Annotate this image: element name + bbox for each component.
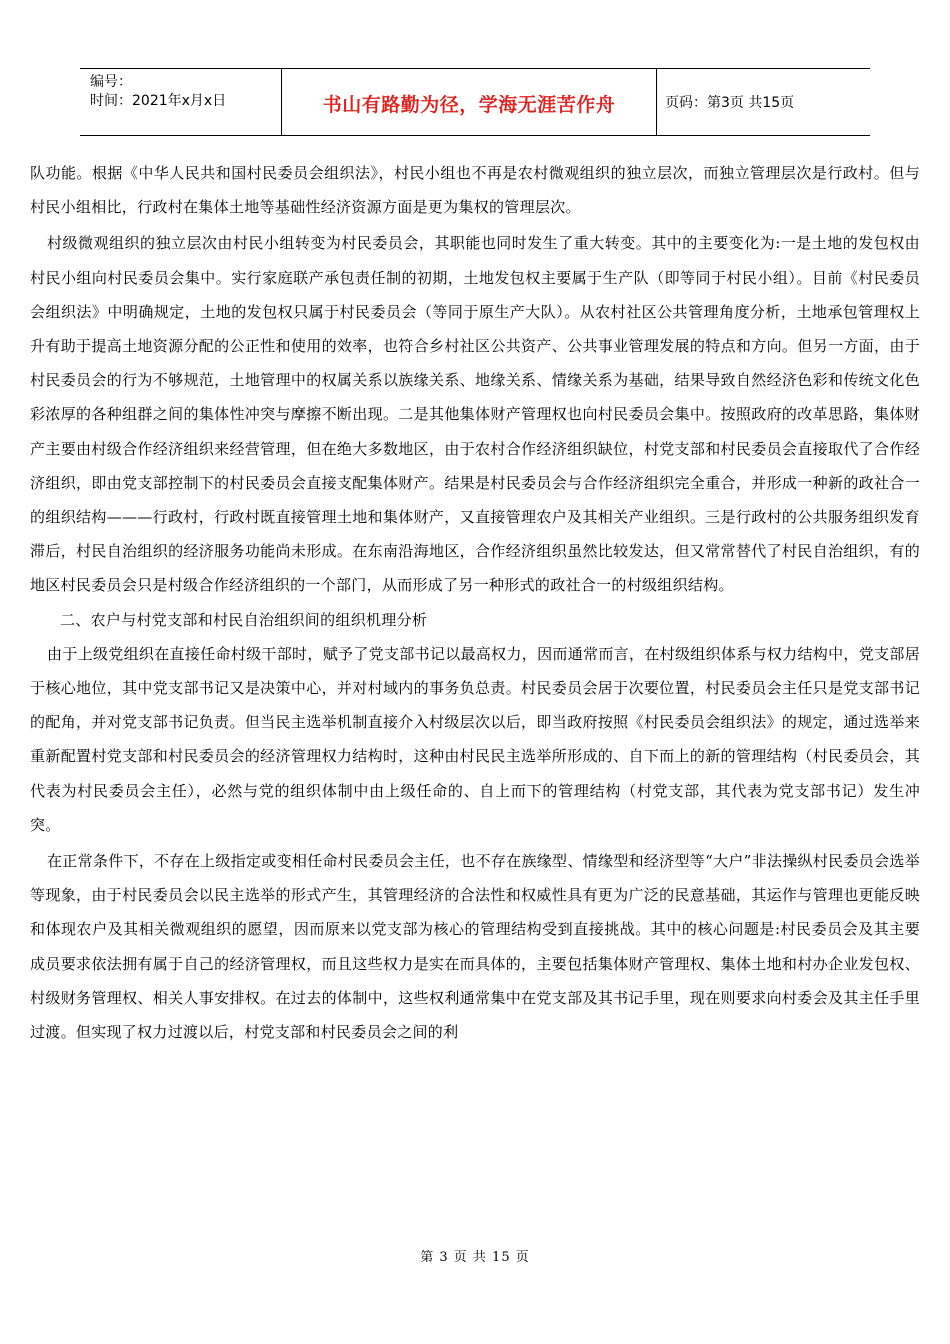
document-body (30, 156, 920, 1049)
body-paragraph: 在正常条件下，不存在上级指定或变相任命村民委员会主任，也不存在族缘型、情缘型和经济型等“大户”非法操纵村民委员会选举等现象，由于村民委员会以民主选举的形式产生，其管理经济的合法性和权威性具有更为广泛的民意基础，其运作与管理也更能反映和体现农户及其相关微观组织的愿望，因而原来以党支部为核心的管理结构受到直接挑战。其中的核心问题是:村民委员会及其主要成员要求依法拥有属于自己的经济管理权，而且这些权力是实在而具体的，主要包括集体财产管理权、集体土地和村办企业发包权、村级财务管理权、相关人事安排权。在过去的体制中，这些权利通常集中在党支部及其书记手里，现在则要求向村委会及其主任手里过渡。但实现了权力过渡以后，村党支部和村民委员会之间的利 (30, 852, 920, 1042)
document-number-label: 编号： (90, 74, 132, 90)
header-info-cell (80, 69, 282, 135)
header-table (80, 68, 870, 136)
page-footer: 第 3 页 共 15 页 (420, 1250, 530, 1265)
document-date-label: 时间：2021年x月x日 (90, 93, 227, 109)
body-paragraph: 队功能。根据《中华人民共和国村民委员会组织法》，村民小组也不再是农村微观组织的独立层次，而独立管理层次是行政村。但与村民小组相比，行政村在集体土地等基础性经济资源方面是更为集权的管理层次。 (30, 164, 920, 217)
header-page-number: 页码：第3页 共15页 (665, 95, 795, 111)
header-motto: 书山有路勤为径，学海无涯苦作舟 (322, 93, 616, 116)
section-heading: 二、农户与村党支部和村民自治组织间的组织机理分析 (60, 610, 428, 629)
header-page-cell (657, 69, 870, 135)
header-motto-cell (282, 69, 657, 135)
body-paragraph: 村级微观组织的独立层次由村民小组转变为村民委员会，其职能也同时发生了重大转变。其中的主要变化为:一是土地的发包权由村民小组向村民委员会集中。实行家庭联产承包责任制的初期，土地发包权主要属于生产队（即等同于村民小组）。目前《村民委员会组织法》中明确规定，土地的发包权只属于村民委员会（等同于原生产大队）。从农村社区公共管理角度分析，土地承包管理权上升有助于提高土地资源分配的公正性和使用的效率，也符合乡村社区公共资产、公共事业管理发展的特点和方向。但另一方面，由于村民委员会的行为不够规范，土地管理中的权属关系以族缘关系、地缘关系、情缘关系为基础，结果导致自然经济色彩和传统文化色彩浓厚的各种组群之间的集体性冲突与摩擦不断出现。二是其他集体财产管理权也向村民委员会集中。按照政府的改革思路，集体财产主要由村级合作经济组织来经营管理，但在绝大多数地区，由于农村合作经济组织缺位，村党支部和村民委员会直接取代了合作经济组织，即由党支部控制下的村民委员会直接支配集体财产。结果是村民委员会与合作经济组织完全重合，并形成一种新的政社合一的组织结构———行政村，行政村既直接管理土地和集体财产，又直接管理农户及其相关产业组织。三是行政村的公共服务组织发育滞后，村民自治组织的经济服务功能尚未形成。在东南沿海地区，合作经济组织虽然比较发达，但又常常替代了村民自治组织，有的地区村民委员会只是村级合作经济组织的一个部门，从而形成了另一种形式的政社合一的村级组织结构。 (30, 234, 920, 595)
body-paragraph: 由于上级党组织在直接任命村级干部时，赋予了党支部书记以最高权力，因而通常而言，在村级组织体系与权力结构中，党支部居于核心地位，其中党支部书记又是决策中心，并对村域内的事务负总责。村民委员会居于次要位置，村民委员会主任只是党支部书记的配角，并对党支部书记负责。但当民主选举机制直接介入村级层次以后，即当政府按照《村民委员会组织法》的规定，通过选举来重新配置村党支部和村民委员会的经济管理权力结构时，这种由村民民主选举所形成的、自下而上的新的管理结构（村民委员会，其代表为村民委员会主任），必然与党的组织体制中由上级任命的、自上而下的管理结构（村党支部，其代表为党支部书记）发生冲突。 (30, 644, 920, 834)
